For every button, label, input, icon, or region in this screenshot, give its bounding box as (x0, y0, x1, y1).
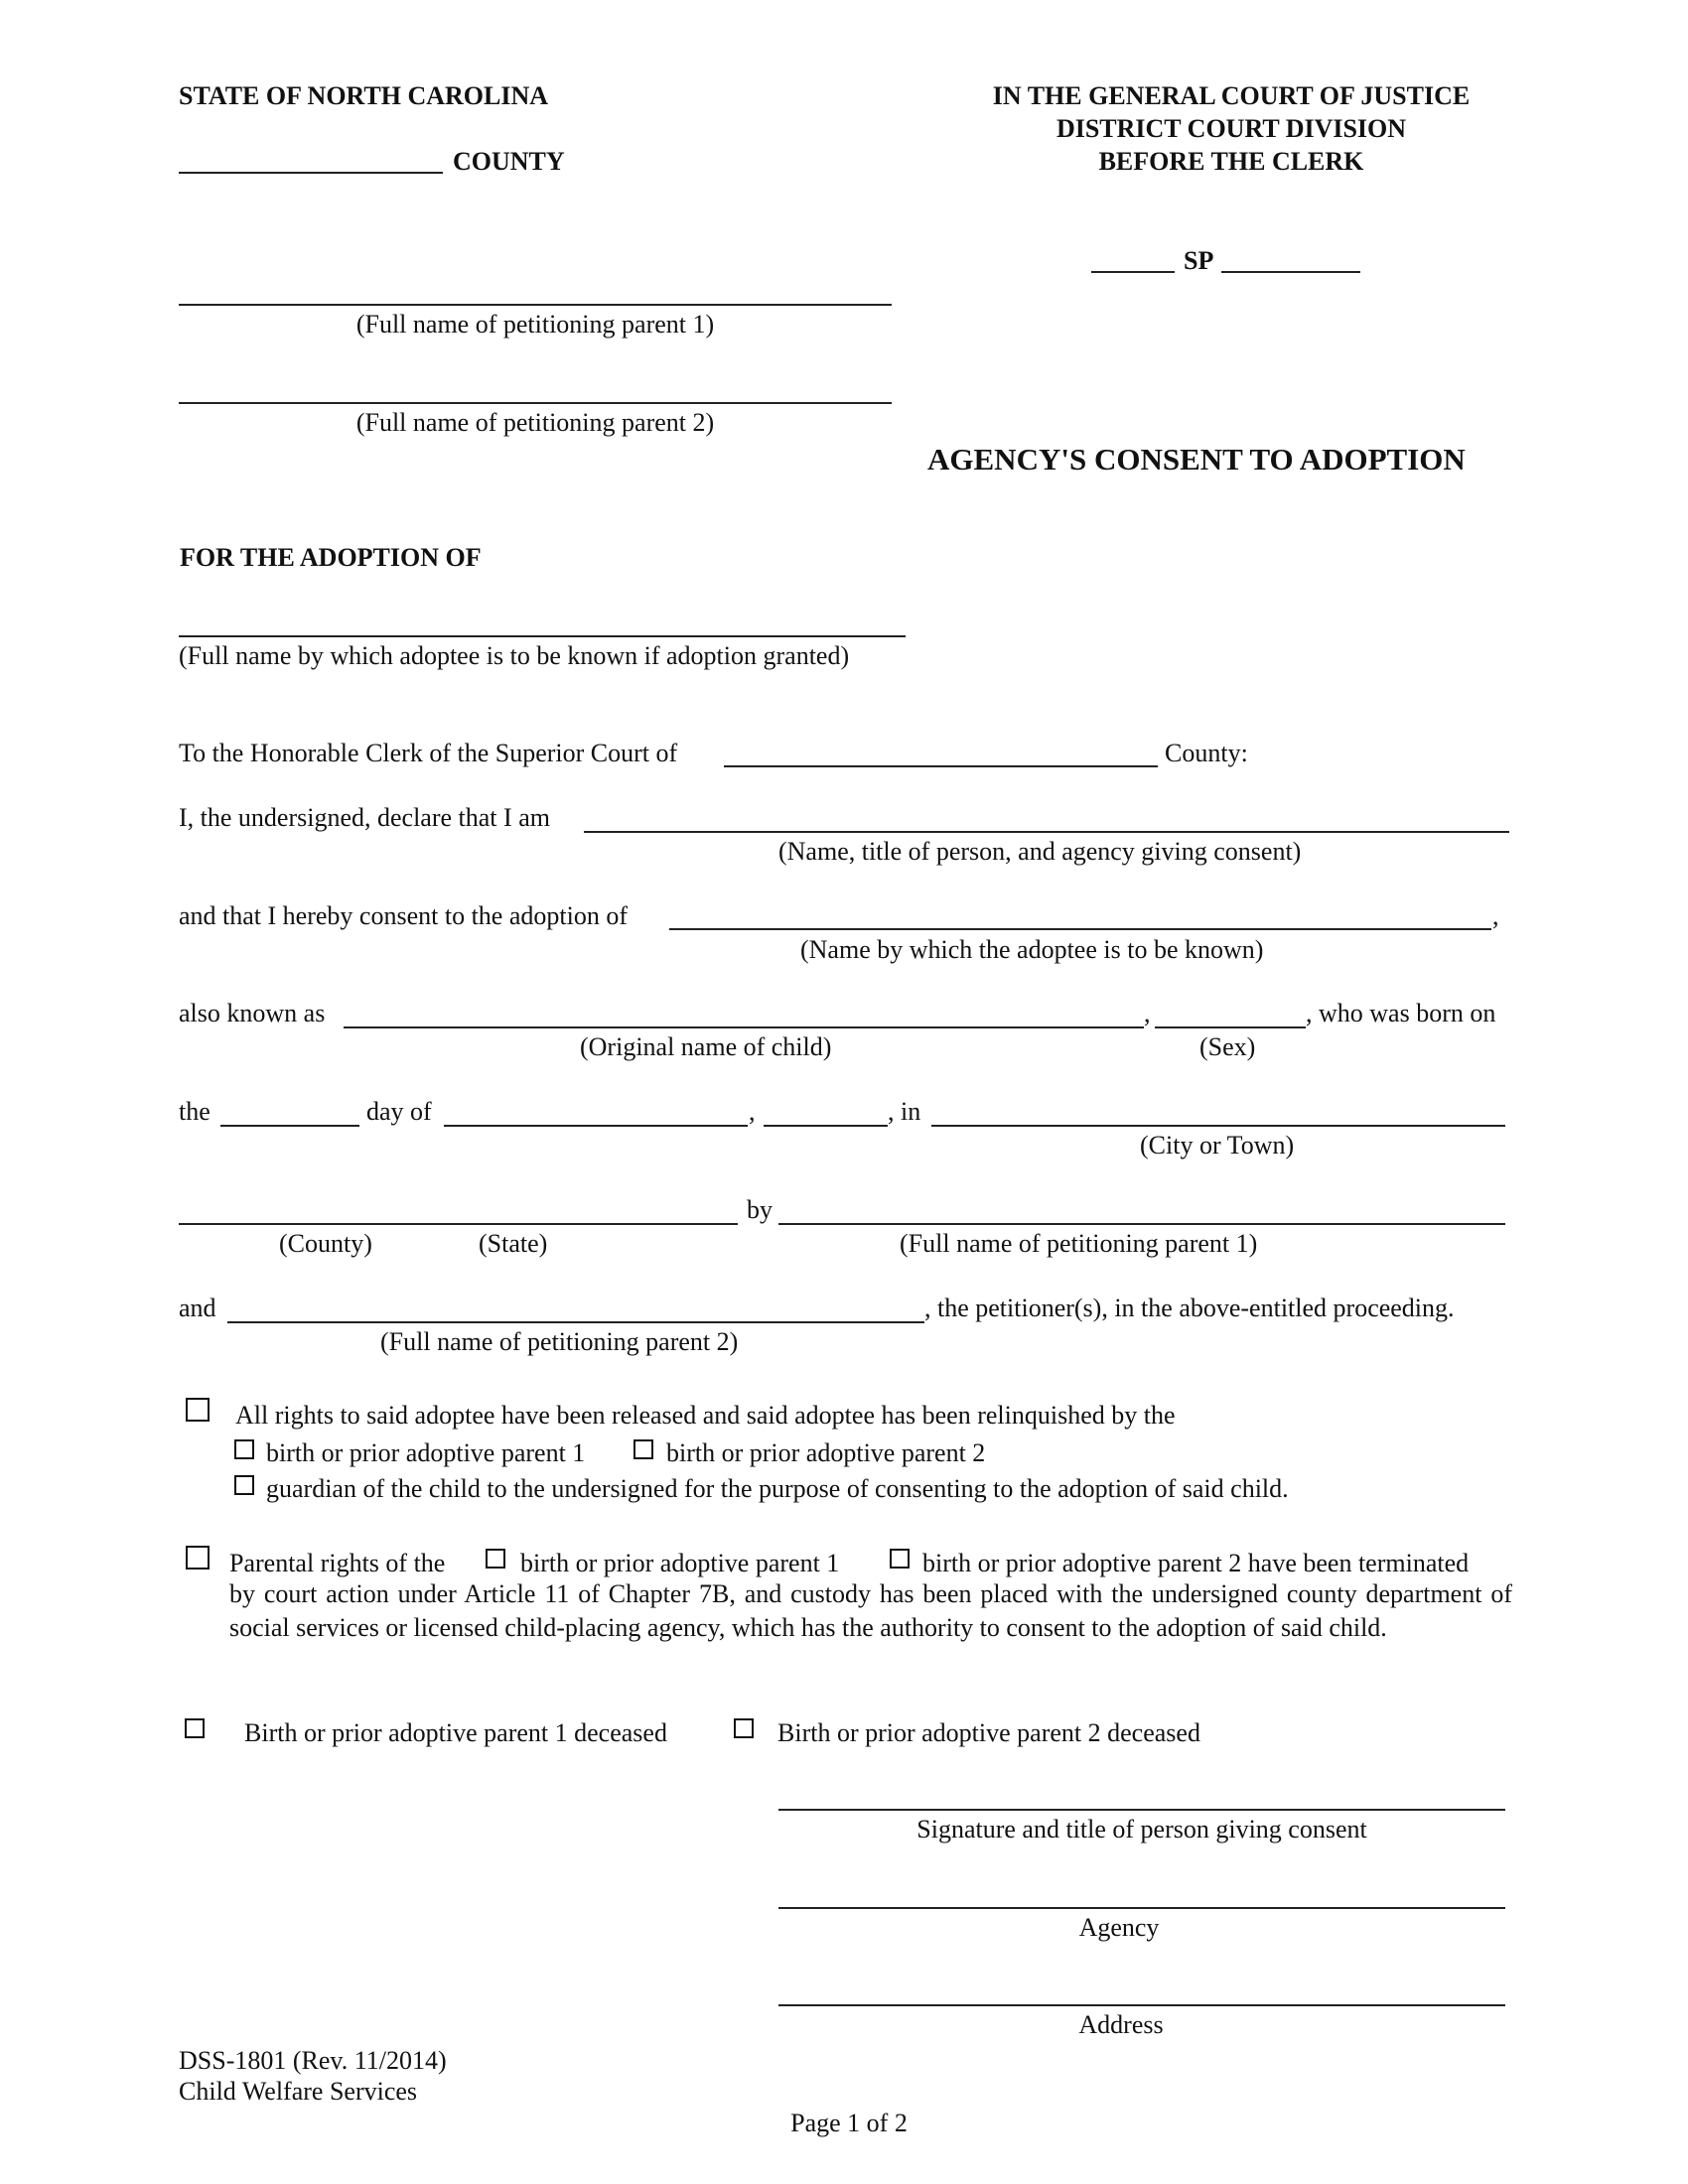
terminated-paragraph: by court action under Article 11 of Chapter 7B, and custody has been placed with the undersigned county department of social services or licensed child-placing agency, which has the authority to consent to the adoption of said child. (229, 1579, 1512, 1642)
adoptee-known-caption: (Name by which the adoptee is to be known) (800, 935, 1264, 964)
terminated-parent2-label: birth or prior adoptive parent 2 have been terminated (922, 1549, 1470, 1577)
terminated-parent2-checkbox[interactable] (890, 1549, 910, 1569)
aka-comma: , (1144, 999, 1151, 1027)
by-label: by (747, 1195, 773, 1224)
the-label: the (179, 1097, 211, 1126)
by-petitioner1-caption: (Full name of petitioning parent 1) (900, 1229, 1258, 1258)
clerk-county-blank[interactable] (724, 765, 1158, 767)
court-line-1: IN THE GENERAL COURT OF JUSTICE (992, 81, 1471, 110)
terminated-parent1-label: birth or prior adoptive parent 1 (520, 1549, 840, 1577)
adoptee-name-caption: (Full name by which adoptee is to be known if adoption granted) (179, 641, 850, 670)
released-guardian-label: guardian of the child to the undersigned for the purpose of consenting to the adoption of said child. (266, 1474, 1289, 1503)
birth-comma: , (749, 1097, 756, 1126)
aka-prefix: also known as (179, 999, 326, 1027)
county-blank[interactable] (179, 172, 443, 174)
birth-city-blank[interactable] (931, 1125, 1505, 1127)
address-blank[interactable] (778, 2004, 1505, 2006)
honorable-suffix: County: (1165, 739, 1248, 767)
day-of-label: day of (366, 1097, 432, 1126)
page-number: Page 1 of 2 (790, 2109, 908, 2137)
honorable-prefix: To the Honorable Clerk of the Superior Court of (179, 739, 678, 767)
adoption-of-heading: FOR THE ADOPTION OF (180, 543, 482, 572)
declare-prefix: I, the undersigned, declare that I am (179, 803, 550, 832)
birth-month-blank[interactable] (444, 1125, 748, 1127)
original-name-caption: (Original name of child) (580, 1032, 832, 1061)
original-name-blank[interactable] (344, 1026, 1144, 1028)
birth-city-caption: (City or Town) (1140, 1131, 1295, 1160)
division-label: Child Welfare Services (179, 2077, 418, 2106)
sex-blank[interactable] (1155, 1026, 1306, 1028)
court-line-3: BEFORE THE CLERK (1098, 147, 1364, 176)
deceased2-checkbox[interactable] (734, 1718, 754, 1738)
county-label: COUNTY (453, 147, 565, 176)
adoptee-name-blank[interactable] (179, 635, 906, 637)
terminated-prefix: Parental rights of the (229, 1549, 446, 1577)
released-parent1-label: birth or prior adoptive parent 1 (266, 1438, 586, 1467)
birth-county-state-blank[interactable] (179, 1223, 738, 1225)
released-parent2-checkbox[interactable] (633, 1439, 653, 1459)
by-petitioner1-blank[interactable] (778, 1223, 1505, 1225)
petitioner1-blank[interactable] (179, 304, 892, 306)
sex-caption: (Sex) (1199, 1032, 1256, 1061)
file-year-blank[interactable] (1091, 271, 1175, 273)
aka-suffix: , who was born on (1306, 999, 1496, 1027)
agency-blank[interactable] (778, 1907, 1505, 1909)
terminated-parent1-checkbox[interactable] (486, 1549, 505, 1569)
signature-caption: Signature and title of person giving consent (916, 1815, 1367, 1843)
released-parent2-label: birth or prior adoptive parent 2 (666, 1438, 986, 1467)
signature-blank[interactable] (778, 1809, 1505, 1811)
released-guardian-checkbox[interactable] (234, 1475, 254, 1495)
state-caption: (State) (479, 1229, 548, 1258)
consent-suffix: , (1492, 901, 1499, 930)
released-checkbox[interactable] (186, 1398, 210, 1422)
state-heading: STATE OF NORTH CAROLINA (179, 81, 549, 110)
and-petitioner2-caption: (Full name of petitioning parent 2) (380, 1327, 739, 1356)
county-caption: (County) (279, 1229, 372, 1258)
form-number: DSS-1801 (Rev. 11/2014) (179, 2046, 447, 2075)
agency-caption: Agency (1078, 1913, 1160, 1942)
address-caption: Address (1078, 2010, 1164, 2039)
petitioner2-blank[interactable] (179, 402, 892, 404)
declarant-blank[interactable] (584, 831, 1509, 833)
petitioner2-caption: (Full name of petitioning parent 2) (355, 408, 715, 437)
and-suffix: , the petitioner(s), in the above-entitled proceeding. (924, 1294, 1455, 1322)
petitioner1-caption: (Full name of petitioning parent 1) (355, 310, 715, 339)
adoptee-known-blank[interactable] (669, 928, 1491, 930)
terminated-checkbox[interactable] (186, 1546, 210, 1570)
deceased1-label: Birth or prior adoptive parent 1 deceased (244, 1718, 667, 1747)
court-line-2: DISTRICT COURT DIVISION (1055, 114, 1407, 143)
and-label: and (179, 1294, 216, 1322)
file-prefix: SP (1184, 246, 1214, 275)
deceased2-label: Birth or prior adoptive parent 2 deceased (777, 1718, 1200, 1747)
form-title: AGENCY'S CONSENT TO ADOPTION (927, 442, 1466, 477)
birth-comma-in: , in (888, 1097, 921, 1126)
and-petitioner2-blank[interactable] (227, 1321, 924, 1323)
file-number-blank[interactable] (1221, 271, 1360, 273)
deceased1-checkbox[interactable] (185, 1718, 205, 1738)
released-parent1-checkbox[interactable] (234, 1439, 254, 1459)
released-text: All rights to said adoptee have been released and said adoptee has been relinquished by the (235, 1401, 1176, 1430)
birth-year-blank[interactable] (764, 1125, 888, 1127)
birth-day-blank[interactable] (220, 1125, 359, 1127)
declarant-caption: (Name, title of person, and agency giving consent) (778, 837, 1302, 866)
consent-prefix: and that I hereby consent to the adoption of (179, 901, 628, 930)
